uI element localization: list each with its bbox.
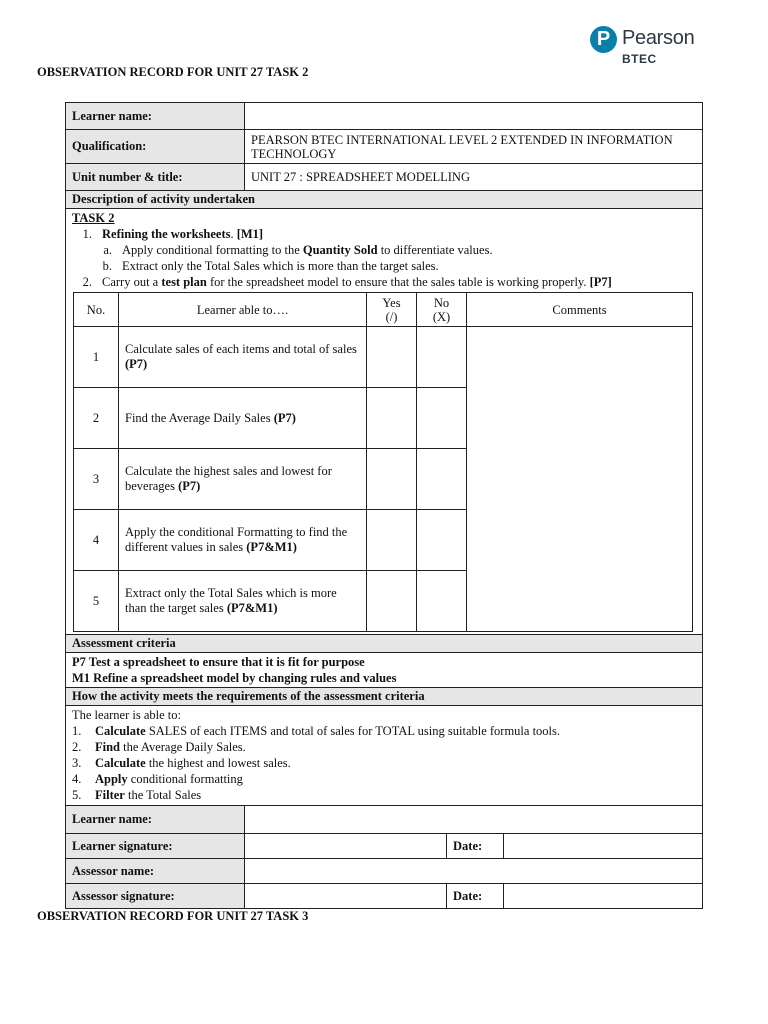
criteria-list bbox=[66, 653, 702, 687]
yes-cell[interactable] bbox=[367, 327, 417, 388]
row-description bbox=[119, 449, 367, 510]
item-text: Extract only the Total Sales which is more than the target sales. bbox=[122, 259, 439, 273]
yes-label: Yes bbox=[382, 295, 401, 310]
item-post-text: for the spreadsheet model to ensure that the sales table is working properly. bbox=[206, 275, 590, 289]
learner-signature-row bbox=[65, 834, 703, 859]
list-item bbox=[72, 226, 696, 242]
list-item bbox=[72, 242, 696, 258]
item-text bbox=[95, 755, 291, 771]
learner-date-label: Date: bbox=[447, 834, 504, 858]
how-heading: How the activity meets the requirements of the assessment criteria bbox=[66, 688, 702, 706]
table-row bbox=[74, 327, 693, 388]
pearson-logo-icon: P bbox=[590, 26, 617, 53]
item-text bbox=[102, 274, 612, 290]
item-pre-text: Apply conditional formatting to the bbox=[122, 243, 303, 257]
item-text bbox=[95, 787, 201, 803]
item-number: a. bbox=[103, 243, 112, 257]
assessor-date-label: Date: bbox=[447, 884, 504, 908]
yes-cell[interactable] bbox=[367, 449, 417, 510]
comments-cell[interactable] bbox=[467, 327, 693, 632]
item-bold-text: Calculate bbox=[95, 724, 146, 738]
item-number: 1. bbox=[72, 724, 82, 738]
no-label: No bbox=[433, 295, 450, 310]
learner-name-sign-label: Learner name: bbox=[66, 806, 245, 833]
row-criterion: (P7) bbox=[125, 357, 148, 371]
observation-form bbox=[37, 102, 703, 924]
item-text bbox=[95, 739, 246, 755]
item-number: 2. bbox=[82, 275, 92, 289]
item-number: 4. bbox=[72, 772, 82, 786]
list-item bbox=[72, 723, 696, 739]
list-item bbox=[72, 771, 696, 787]
task-list-continued bbox=[72, 274, 696, 290]
item-text bbox=[122, 242, 493, 258]
learner-name-field[interactable] bbox=[245, 103, 702, 129]
how-intro: The learner is able to: bbox=[72, 708, 181, 722]
learner-name-sign-row bbox=[65, 806, 703, 834]
learner-signature-field[interactable] bbox=[245, 834, 447, 858]
activity-heading: Description of activity undertaken bbox=[66, 191, 702, 209]
how-section bbox=[65, 688, 703, 806]
item-bold-text: Calculate bbox=[95, 756, 146, 770]
list-item bbox=[72, 274, 696, 290]
col-header-no-tick bbox=[417, 293, 467, 327]
item-text bbox=[95, 771, 243, 787]
row-criterion: (P7) bbox=[178, 479, 201, 493]
item-text bbox=[95, 723, 560, 739]
col-header-learner: Learner able to…. bbox=[119, 293, 367, 327]
list-item bbox=[72, 787, 696, 803]
item-number: 2. bbox=[72, 740, 82, 754]
row-text: Calculate the highest sales and lowest for beverages bbox=[125, 464, 332, 493]
test-plan-table bbox=[73, 292, 693, 632]
row-description bbox=[119, 571, 367, 632]
qualification-row bbox=[65, 130, 703, 164]
col-header-no: No. bbox=[74, 293, 119, 327]
table-header-row bbox=[74, 293, 693, 327]
yes-mark: (/) bbox=[385, 309, 398, 324]
logo-wordmark: Pearson bbox=[622, 27, 695, 49]
list-item bbox=[72, 258, 696, 274]
logo-subtitle: BTEC bbox=[622, 52, 657, 66]
item-rest-text: conditional formatting bbox=[127, 772, 243, 786]
assessor-signature-field[interactable] bbox=[245, 884, 447, 908]
learner-signature-label: Learner signature: bbox=[66, 834, 245, 858]
yes-cell[interactable] bbox=[367, 388, 417, 449]
item-number: b. bbox=[102, 259, 112, 273]
assessor-date-field[interactable] bbox=[504, 884, 702, 908]
criteria-section bbox=[65, 635, 703, 688]
assessor-name-row bbox=[65, 859, 703, 884]
learner-name-row bbox=[65, 102, 703, 130]
item-rest-text: the Average Daily Sales. bbox=[120, 740, 246, 754]
unit-row bbox=[65, 164, 703, 191]
item-rest-text: the highest and lowest sales. bbox=[145, 756, 291, 770]
activity-section bbox=[65, 191, 703, 635]
unit-value: UNIT 27 : SPREADSHEET MODELLING bbox=[251, 170, 470, 184]
criterion-tag: [M1] bbox=[236, 227, 264, 241]
row-text: Calculate sales of each items and total of sales bbox=[125, 342, 357, 356]
pearson-btec-logo bbox=[590, 26, 700, 66]
item-bold-text: test plan bbox=[161, 275, 207, 289]
learner-name-sign-field[interactable] bbox=[245, 806, 702, 833]
how-body bbox=[66, 706, 702, 805]
how-list bbox=[72, 723, 696, 803]
row-number: 5 bbox=[74, 571, 119, 632]
learner-name-label: Learner name: bbox=[66, 103, 245, 129]
row-number: 4 bbox=[74, 510, 119, 571]
list-item bbox=[72, 755, 696, 771]
qualification-value: PEARSON BTEC INTERNATIONAL LEVEL 2 EXTENDED IN INFORMATION TECHNOLOGY bbox=[251, 132, 673, 161]
item-bold-text: Filter bbox=[95, 788, 125, 802]
no-cell[interactable] bbox=[417, 571, 467, 632]
activity-description bbox=[66, 209, 702, 634]
item-number: 5. bbox=[72, 788, 82, 802]
row-description bbox=[119, 388, 367, 449]
list-item bbox=[72, 739, 696, 755]
criterion-p7: P7 Test a spreadsheet to ensure that it is fit for purpose bbox=[72, 655, 365, 669]
row-description bbox=[119, 327, 367, 388]
item-pre-text: Carry out a bbox=[102, 275, 162, 289]
item-bold-text: Apply bbox=[95, 772, 128, 786]
criterion-tag: [P7] bbox=[589, 275, 612, 289]
no-cell[interactable] bbox=[417, 327, 467, 388]
yes-cell[interactable] bbox=[367, 571, 417, 632]
row-text: Apply the conditional Formatting to find the different values in sales bbox=[125, 525, 348, 554]
row-criterion: (P7&M1) bbox=[246, 540, 297, 554]
task-label: TASK 2 bbox=[72, 211, 115, 225]
col-header-yes bbox=[367, 293, 417, 327]
item-post-text: to differentiate values. bbox=[377, 243, 493, 257]
row-number: 3 bbox=[74, 449, 119, 510]
item-rest-text: . bbox=[230, 227, 237, 241]
no-cell[interactable] bbox=[417, 449, 467, 510]
no-cell[interactable] bbox=[417, 388, 467, 449]
col-header-comments: Comments bbox=[467, 293, 693, 327]
criterion-m1: M1 Refine a spreadsheet model by changing rules and values bbox=[72, 671, 397, 685]
no-mark: (X) bbox=[432, 309, 451, 324]
page-title: OBSERVATION RECORD FOR UNIT 27 TASK 2 bbox=[37, 65, 309, 79]
criteria-heading: Assessment criteria bbox=[66, 635, 702, 653]
yes-cell[interactable] bbox=[367, 510, 417, 571]
item-rest-text: the Total Sales bbox=[124, 788, 202, 802]
sub-task-list bbox=[72, 242, 696, 274]
row-text: Extract only the Total Sales which is more than the target sales bbox=[125, 586, 337, 615]
learner-date-field[interactable] bbox=[504, 834, 702, 858]
next-section-title: OBSERVATION RECORD FOR UNIT 27 TASK 3 bbox=[37, 909, 309, 923]
unit-label: Unit number & title: bbox=[66, 164, 245, 190]
item-number: 1. bbox=[82, 227, 92, 241]
assessor-signature-label: Assessor signature: bbox=[66, 884, 245, 908]
qualification-label: Qualification: bbox=[66, 130, 245, 163]
item-bold-text: Quantity Sold bbox=[302, 243, 378, 257]
item-number: 3. bbox=[72, 756, 82, 770]
item-bold-text: Find bbox=[95, 740, 121, 754]
item-rest-text: SALES of each ITEMS and total of sales for TOTAL using suitable formula tools. bbox=[145, 724, 561, 738]
item-text bbox=[102, 226, 263, 242]
assessor-name-field[interactable] bbox=[245, 859, 702, 883]
assessor-signature-row bbox=[65, 884, 703, 909]
item-bold-text: Refining the worksheets bbox=[102, 227, 231, 241]
row-criterion: (P7) bbox=[273, 410, 296, 425]
no-cell[interactable] bbox=[417, 510, 467, 571]
row-number: 2 bbox=[74, 388, 119, 449]
row-criterion: (P7&M1) bbox=[226, 601, 278, 615]
row-description bbox=[119, 510, 367, 571]
row-text: Find the Average Daily Sales bbox=[125, 410, 274, 425]
row-number: 1 bbox=[74, 327, 119, 388]
task-list bbox=[72, 226, 696, 242]
assessor-name-label: Assessor name: bbox=[66, 859, 245, 883]
